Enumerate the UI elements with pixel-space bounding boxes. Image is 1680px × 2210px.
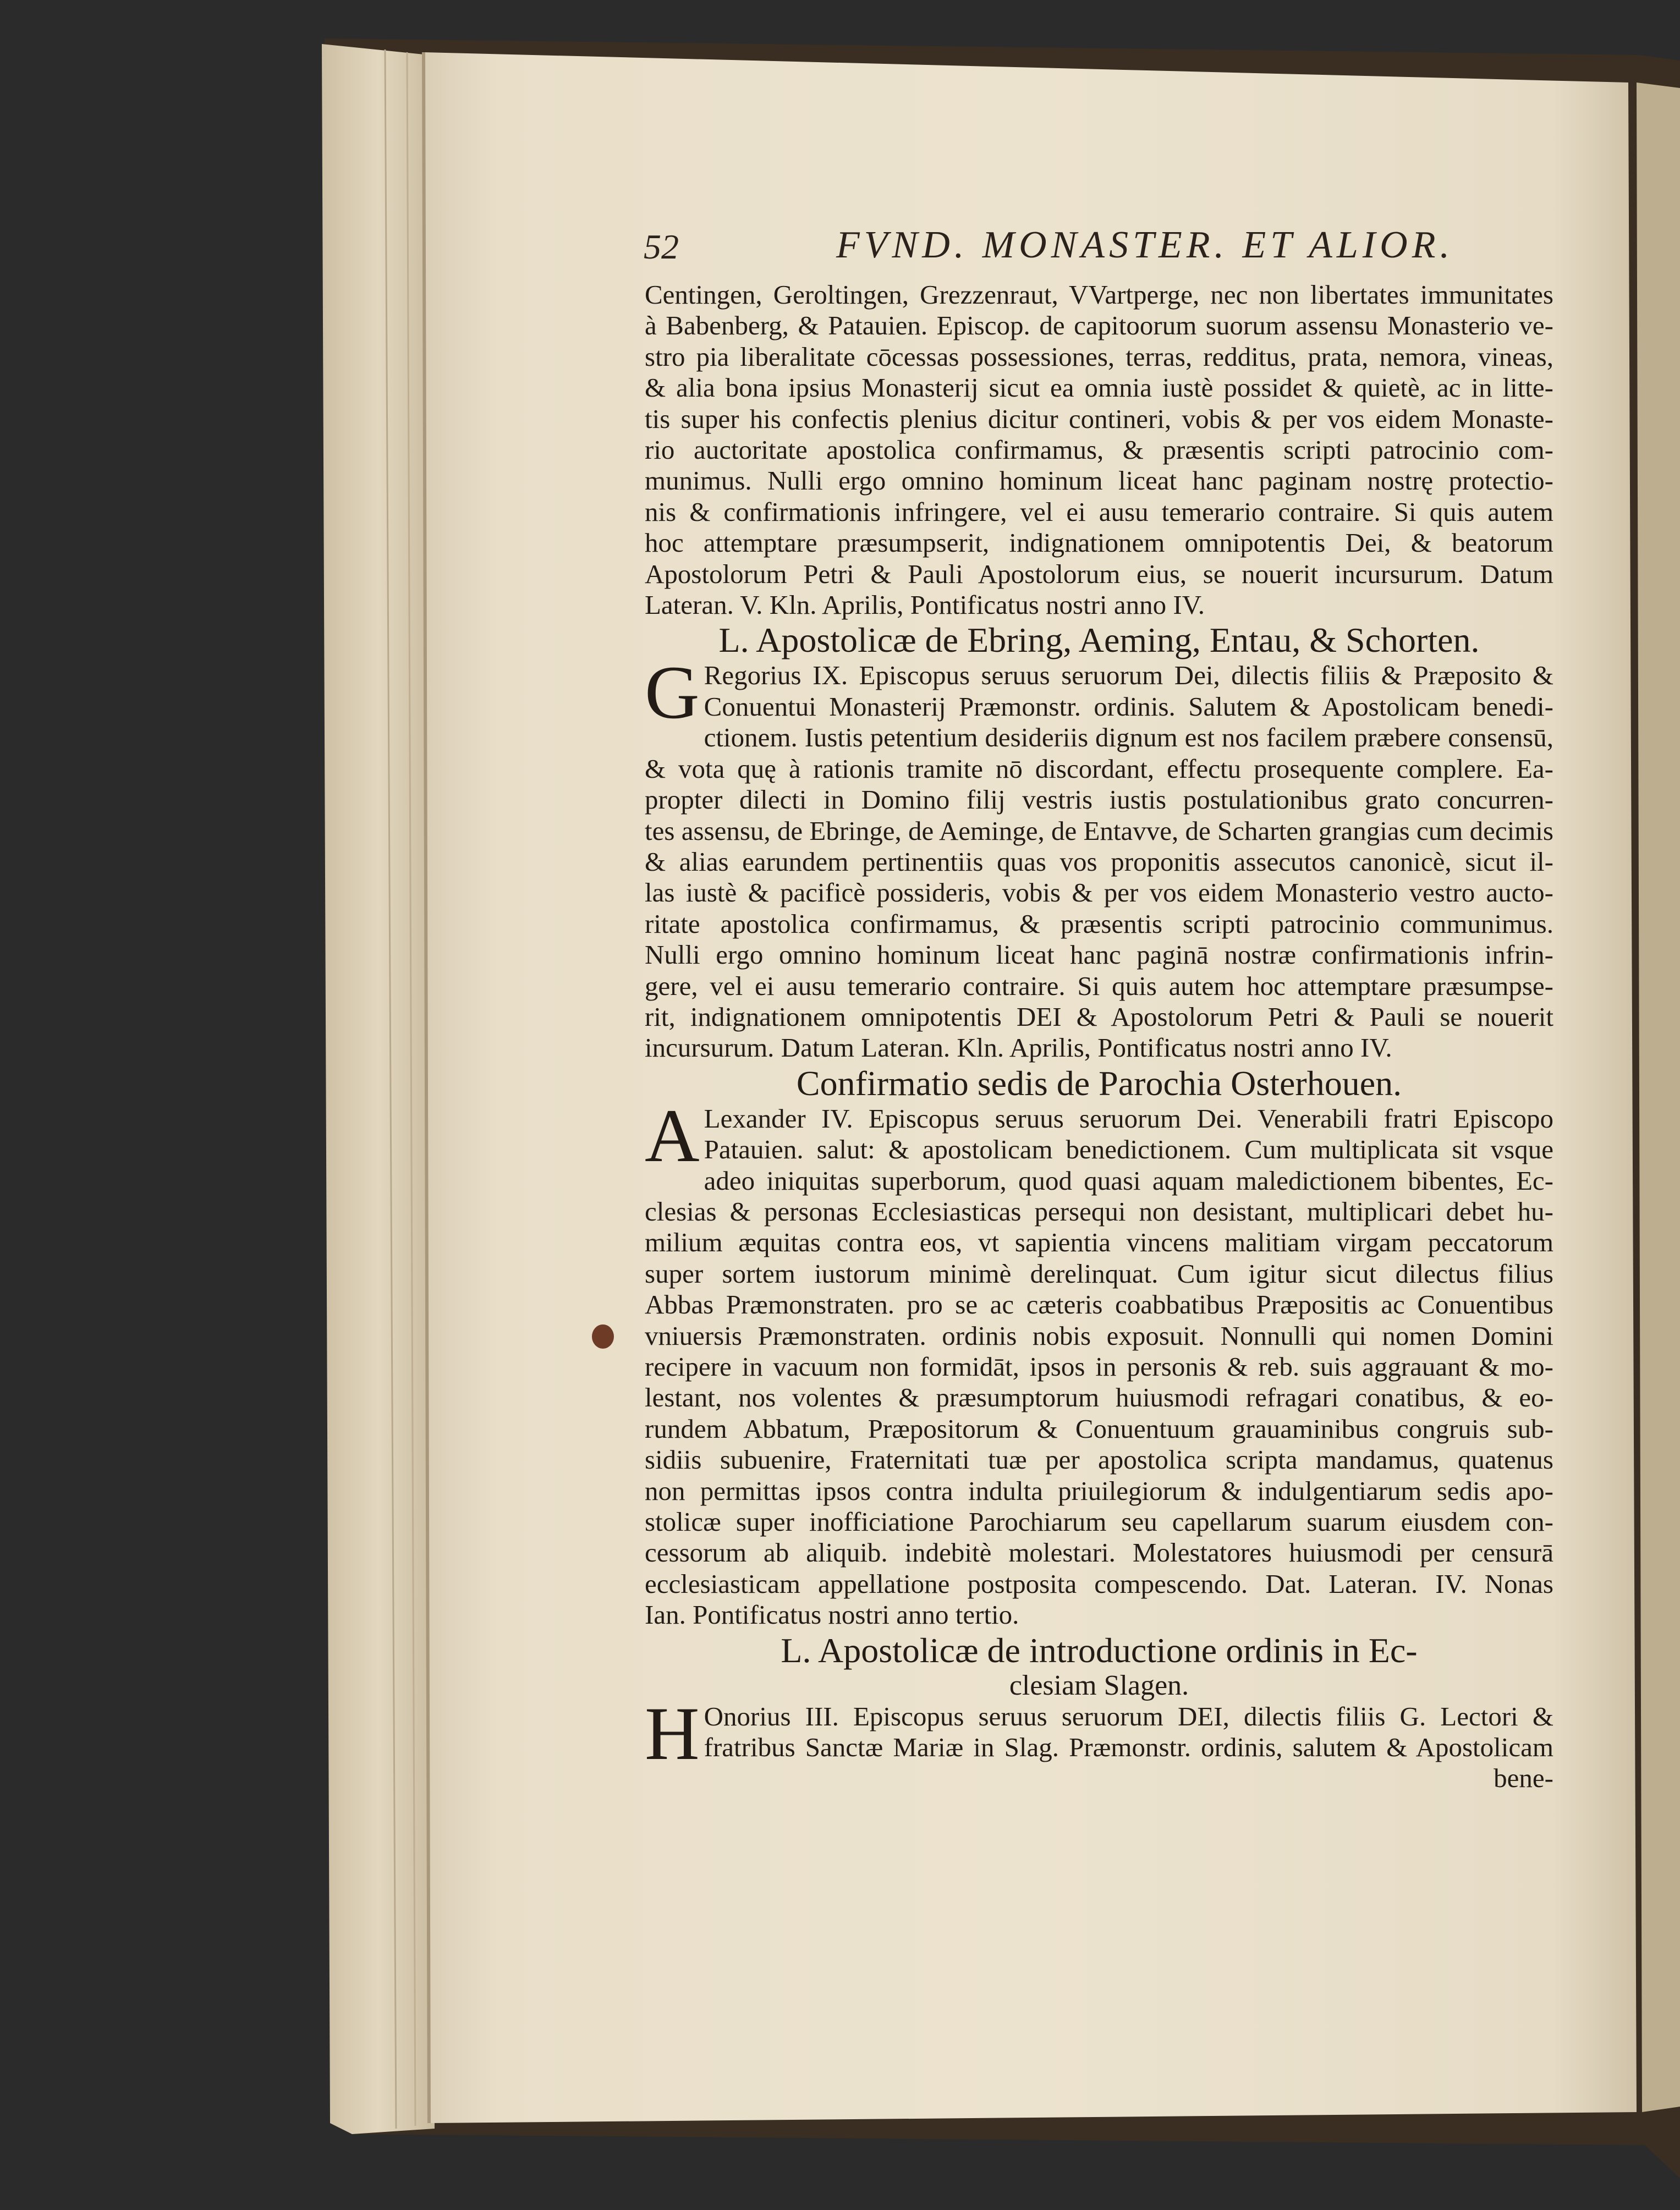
text-line: ecclesiasticam appellatione postposita compescendo. Dat. Lateran. IV. Nonas xyxy=(645,1568,1553,1599)
text-line: rio auctoritate apostolica confirmamus, & præsentis scripti patrocinio com- xyxy=(645,435,1553,465)
text-line: Centingen, Geroltingen, Grezzenraut, VVartperge, nec non libertates immunitates xyxy=(645,279,1553,310)
text-line: stolicæ super inofficiatione Parochiarum seu capellarum suarum eiusdem con- xyxy=(645,1507,1553,1537)
section-heading: L. Apostolicæ de Ebring, Aeming, Entau, & Schorten. xyxy=(718,620,1480,660)
text-line: hoc attemptare præsumpserit, indignationem omnipotentis Dei, & beatorum xyxy=(645,527,1553,558)
text-line: recipere in vacuum non formidāt, ipsos in personis & reb. suis aggrauant & mo- xyxy=(645,1351,1553,1382)
text-line: cessorum ab aliquib. indebitè molestari. Molestatores huiusmodi per censurā xyxy=(645,1537,1553,1568)
text-line: rit, indignationem omnipotentis DEI & Apostolorum Petri & Pauli se nouerit xyxy=(645,1001,1553,1032)
text-line: Patauien. salut: & apostolicam benedictionem. Cum multiplicata sit vsque xyxy=(704,1134,1553,1165)
text-line: rundem Abbatum, Præpositorum & Conuentuum grauaminibus congruis sub- xyxy=(645,1413,1553,1444)
section-heading-continuation: clesiam Slagen. xyxy=(1009,1669,1189,1701)
text-line: Onorius III. Episcopus seruus seruorum DEI, dilectis filiis G. Lectori & xyxy=(704,1701,1553,1731)
text-line: tis super his confectis plenius dicitur contineri, vobis & per vos eidem Monaste- xyxy=(645,403,1553,434)
text-line: gere, vel ei ausu temerario contraire. Si quis autem hoc attemptare præsumpse- xyxy=(645,970,1553,1001)
intro-paragraph xyxy=(645,279,1553,620)
running-title: FVND. MONASTER. ET ALIOR. xyxy=(836,224,1454,266)
text-line: lestant, nos volentes & præsumptorum huiusmodi refragari conatibus, & eo- xyxy=(645,1382,1553,1413)
text-line: stro pia liberalitate cōcessas possessiones, terras, redditus, prata, nemora, vineas, xyxy=(645,341,1553,372)
text-block xyxy=(645,279,1553,1794)
text-line: vniuersis Præmonstraten. ordinis nobis exposuit. Nonnulli qui nomen Domini xyxy=(645,1320,1553,1351)
text-line: & vota quę à rationis tramite nō discordant, effectu prosequente complere. Ea- xyxy=(645,753,1553,784)
text-line: Conuentui Monasterij Præmonstr. ordinis. Salutem & Apostolicam benedi- xyxy=(704,691,1553,722)
text-line: fratribus Sanctæ Mariæ in Slag. Præmonstr. ordinis, salutem & Apostolicam xyxy=(704,1732,1553,1763)
text-line: Regorius IX. Episcopus seruus seruorum Dei, dilectis filiis & Præposito & xyxy=(704,660,1553,691)
text-line: ritate apostolica confirmamus, & præsentis scripti patrocinio communimus. xyxy=(645,908,1553,939)
text-line: & alias earundem pertinentiis quas vos proponitis assecutos canonicè, sicut il- xyxy=(645,846,1553,877)
text-line: Nulli ergo omnino hominum liceat hanc paginā nostræ confirmationis infrin- xyxy=(645,939,1553,970)
catchword: bene- xyxy=(1494,1763,1553,1794)
section-heading: L. Apostolicæ de introductione ordinis in Ec- xyxy=(781,1630,1418,1670)
drop-cap: H xyxy=(645,1691,700,1775)
text-line: incursurum. Datum Lateran. Kln. Aprilis, Pontificatus nostri anno IV. xyxy=(645,1032,1392,1063)
text-line: ctionem. Iustis petentium desideriis dignum est nos facilem præbere consensū, xyxy=(704,722,1553,753)
text-line: nis & confirmationis infringere, vel ei ausu temerario contraire. Si quis autem xyxy=(645,496,1553,527)
text-line: non permittas ipsos contra indulta priuilegiorum & indulgentiarum sedis apo- xyxy=(645,1475,1553,1506)
text-line: adeo iniquitas superborum, quod quasi aquam maledictionem bibentes, Ec- xyxy=(704,1165,1553,1196)
text-line: milium æquitas contra eos, vt sapientia vincens malitiam virgam peccatorum xyxy=(645,1227,1553,1258)
text-line: propter dilecti in Domino filij vestris iustis postulationibus grato concurren- xyxy=(645,784,1553,815)
text-line: à Babenberg, & Patauien. Episcop. de capitoorum suorum assensu Monasterio ve- xyxy=(645,310,1553,341)
section-heading: Confirmatio sedis de Parochia Osterhouen. xyxy=(796,1063,1402,1103)
text-line: super sortem iustorum minimè derelinquat. Cum igitur sicut dilectus filius xyxy=(645,1258,1553,1289)
running-head xyxy=(644,224,1454,276)
text-line: Lexander IV. Episcopus seruus seruorum Dei. Venerabili fratri Episcopo xyxy=(704,1103,1553,1134)
text-line: & alia bona ipsius Monasterij sicut ea omnia iustè possidet & quietè, ac in litte- xyxy=(645,372,1553,403)
text-line: Abbas Præmonstraten. pro se ac cæteris coabbatibus Præpositis ac Conuentibus xyxy=(645,1289,1553,1320)
text-line: las iustè & pacificè possideris, vobis & per vos eidem Monasterio vestro aucto- xyxy=(645,877,1553,908)
drop-cap: A xyxy=(645,1093,700,1178)
text-line: clesias & personas Ecclesiasticas persequi non desistant, multiplicari debet hu- xyxy=(645,1196,1553,1227)
text-line: tes assensu, de Ebringe, de Aeminge, de Entavve, de Scharten grangias cum decimis xyxy=(645,815,1553,846)
text-line: munimus. Nulli ergo omnino hominum liceat hanc paginam nostrę protectio- xyxy=(645,465,1553,496)
text-line: Ian. Pontificatus nostri anno tertio. xyxy=(645,1599,1019,1630)
drop-cap: G xyxy=(645,650,700,735)
ink-stain xyxy=(592,1324,614,1349)
text-line: Apostolorum Petri & Pauli Apostolorum eius, se nouerit incursurum. Datum xyxy=(645,558,1553,589)
section-1-paragraph xyxy=(645,650,1553,1063)
text-line: sidiis subuenire, Fraternitati tuæ per apostolica scripta mandamus, quatenus xyxy=(645,1444,1553,1475)
section-2-paragraph xyxy=(645,1093,1553,1631)
section-3-paragraph xyxy=(645,1691,1553,1794)
text-line: Lateran. V. Kln. Aprilis, Pontificatus nostri anno IV. xyxy=(645,590,1205,620)
page-number: 52 xyxy=(644,227,679,266)
